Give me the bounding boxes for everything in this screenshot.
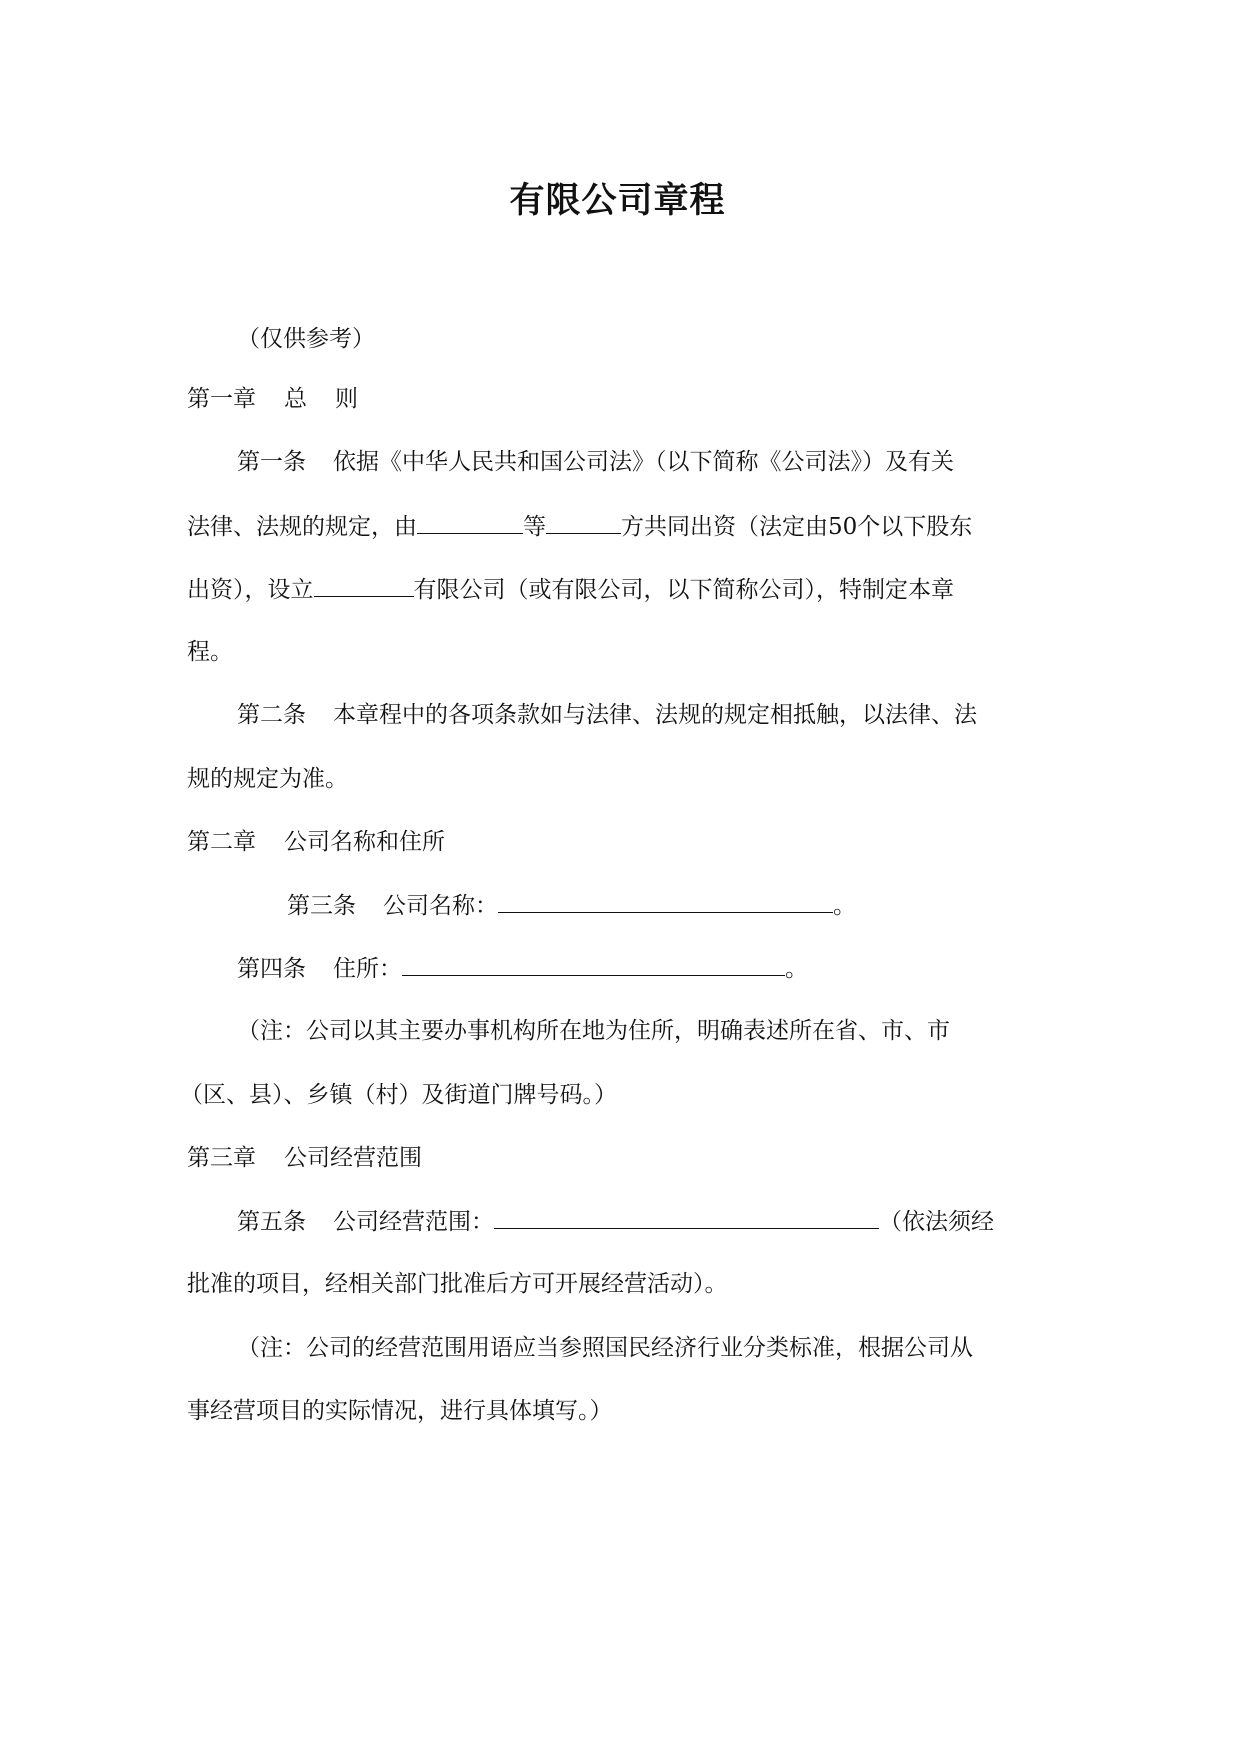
- article-3-line: [287, 890, 856, 921]
- article-5-text: 公司经营范围：: [333, 1209, 494, 1235]
- article-4-end: 。: [785, 956, 808, 982]
- article-1-line-3: [187, 574, 954, 605]
- article-2-label: 第二条: [237, 702, 306, 728]
- fill-blank-business-scope: [494, 1206, 879, 1229]
- article-1-line-1: [237, 447, 954, 477]
- chapter-1-label: 第一章: [187, 386, 256, 412]
- chapter-1-title-b: 则: [335, 386, 358, 412]
- chapter-1-heading: [187, 384, 358, 414]
- article-3-end: 。: [833, 893, 856, 919]
- fill-blank-party-count: [546, 511, 621, 534]
- chapter-3-label: 第三章: [187, 1145, 256, 1171]
- fill-blank-company-name: [498, 890, 833, 913]
- article-5-after: （依法须经: [879, 1209, 994, 1235]
- article-2-line-2: 规的规定为准。: [187, 766, 348, 792]
- note-2-line-2: 事经营项目的实际情况，进行具体填写。）: [187, 1398, 613, 1424]
- fill-blank-founder: [417, 511, 523, 534]
- reference-note: （仅供参考）: [237, 326, 375, 352]
- article-3-label: 第三条: [287, 893, 356, 919]
- chapter-2-label: 第二章: [187, 829, 256, 855]
- chapter-1-title-a: 总: [284, 386, 307, 412]
- fill-blank-company: [314, 574, 414, 597]
- chapter-3-title: 公司经营范围: [284, 1145, 422, 1171]
- fill-blank-address: [402, 953, 785, 976]
- document-title: 有限公司章程: [509, 180, 726, 221]
- chapter-2-heading: [187, 827, 445, 857]
- article-5-label: 第五条: [237, 1209, 306, 1235]
- article-2-text-1: 本章程中的各项条款如与法律、法规的规定相抵触，以法律、法: [333, 702, 977, 728]
- article-1-text-1: 依据《中华人民共和国公司法》（以下简称《公司法》）及有关: [333, 449, 954, 475]
- article-5-line-1: [237, 1206, 994, 1237]
- article-4-label: 第四条: [237, 956, 306, 982]
- article-2-line-1: [237, 700, 977, 730]
- article-3-text: 公司名称：: [383, 893, 498, 919]
- chapter-3-heading: [187, 1143, 422, 1173]
- article-1-line-4: 程。: [187, 639, 233, 665]
- article-1-text-2a: 法律、法规的规定，由: [187, 514, 417, 540]
- note-1-line-2: （区、县）、乡镇（村）及街道门牌号码。）: [180, 1082, 617, 1108]
- chapter-2-title: 公司名称和住所: [284, 829, 445, 855]
- article-1-line-2: [187, 511, 972, 542]
- article-1-text-2c: 方共同出资（法定由50个以下股东: [621, 514, 973, 540]
- article-5-line-2: 批准的项目，经相关部门批准后方可开展经营活动）。: [187, 1271, 728, 1297]
- article-1-text-3b: 有限公司（或有限公司，以下简称公司），特制定本章: [413, 577, 954, 603]
- article-1-text-3a: 出资），设立: [187, 577, 314, 603]
- article-4-text: 住所：: [333, 956, 402, 982]
- article-1-text-2b: 等: [523, 514, 546, 540]
- note-1-line-1: （注：公司以其主要办事机构所在地为住所，明确表述所在省、市、市: [237, 1018, 950, 1044]
- article-4-line: [237, 953, 808, 984]
- article-1-label: 第一条: [237, 449, 306, 475]
- note-2-line-1: （注：公司的经营范围用语应当参照国民经济行业分类标准，根据公司从: [237, 1335, 973, 1361]
